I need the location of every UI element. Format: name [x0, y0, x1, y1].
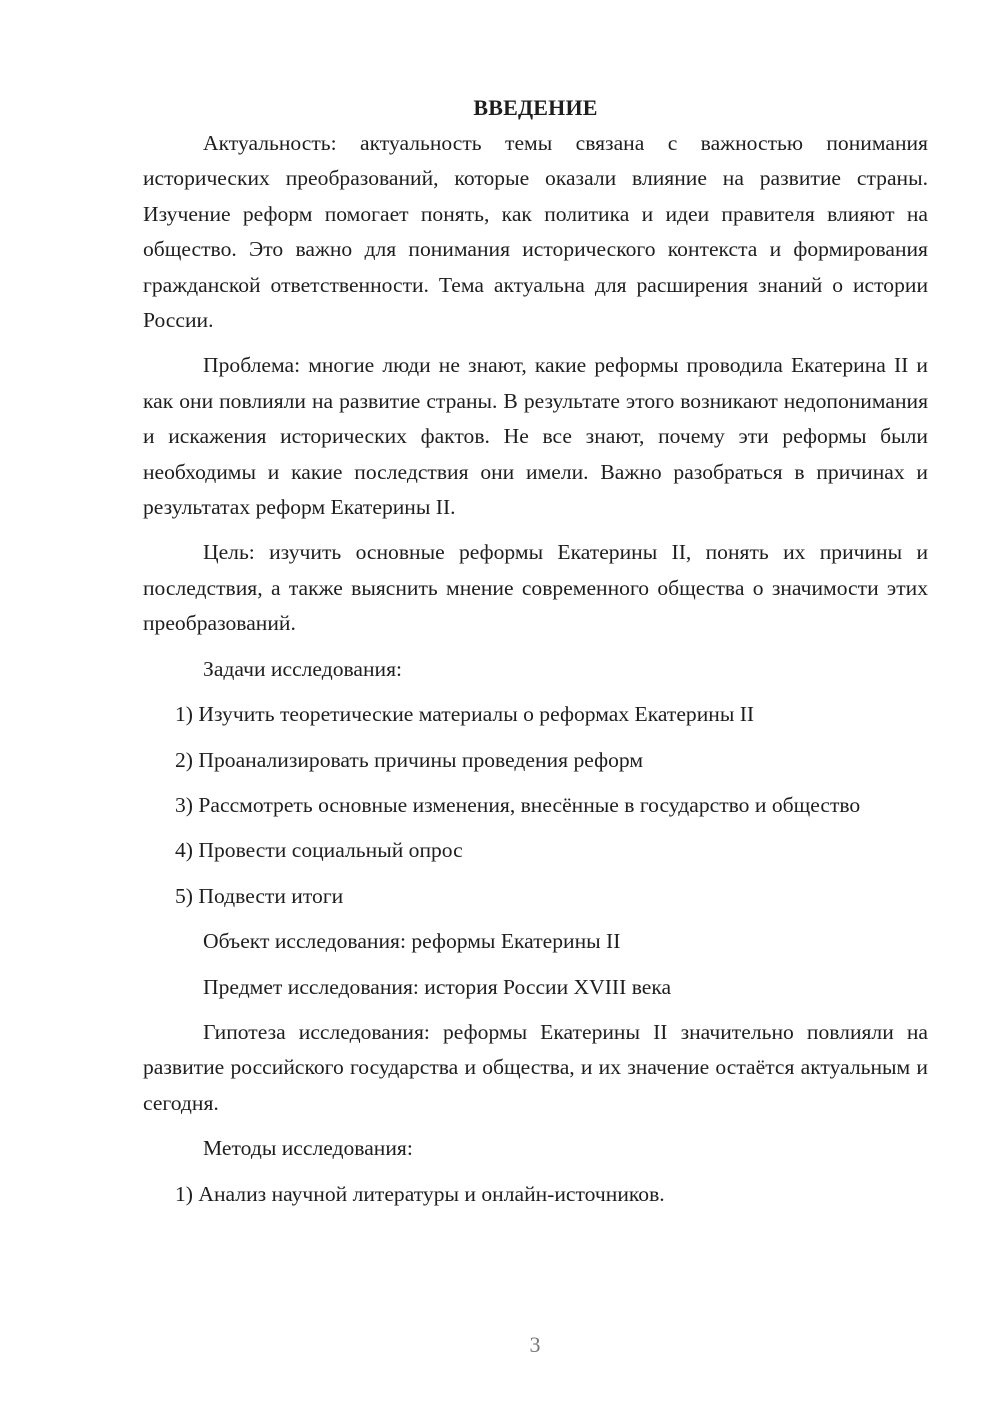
method-item: 1) Анализ научной литературы и онлайн-источников. — [175, 1181, 665, 1206]
task-item: 2) Проанализировать причины проведения реформ — [175, 747, 644, 772]
tasks-title: Задачи исследования: — [203, 656, 403, 681]
hypothesis-paragraph: Гипотеза исследования: реформы Екатерины II значительно повлияли на развитие российского государства и общества, и их значение остаётся актуальным и сегодня. — [143, 1019, 928, 1115]
section-heading: ВВЕДЕНИЕ — [473, 95, 598, 120]
research-object: Объект исследования: реформы Екатерины II — [203, 929, 621, 954]
task-item: 1) Изучить теоретические материалы о реформах Екатерины II — [175, 702, 755, 727]
task-item: 4) Провести социальный опрос — [175, 838, 463, 863]
goal-paragraph: Цель: изучить основные реформы Екатерины II, понять их причины и последствия, а также выяснить мнение современного общества о значимости этих преобразований. — [143, 540, 928, 636]
research-subject: Предмет исследования: история России XVIII века — [203, 974, 672, 999]
task-item: 3) Рассмотреть основные изменения, внесённые в государство и общество — [175, 792, 861, 817]
problem-paragraph: Проблема: многие люди не знают, какие реформы проводила Екатерина II и как они повлияли на развитие страны. В результате этого возникают недопонимания и искажения исторических фактов. Не все знают, почему эти реформы были необходимы и какие последствия они имели. Важно разобраться в причинах и результатах реформ Екатерины II. — [143, 353, 928, 520]
page-number: 3 — [529, 1332, 541, 1357]
document-page — [143, 90, 928, 1222]
methods-title: Методы исследования: — [203, 1136, 413, 1161]
relevance-paragraph: Актуальность: актуальность темы связана с важностью понимания исторических преобразований, которые оказали влияние на развитие страны. Изучение реформ помогает понять, как политика и идеи правителя влияют на общество. Это важно для понимания исторического контекста и формирования гражданской ответственности. Тема актуальна для расширения знаний о истории России. — [143, 131, 928, 333]
task-item: 5) Подвести итоги — [175, 883, 344, 908]
